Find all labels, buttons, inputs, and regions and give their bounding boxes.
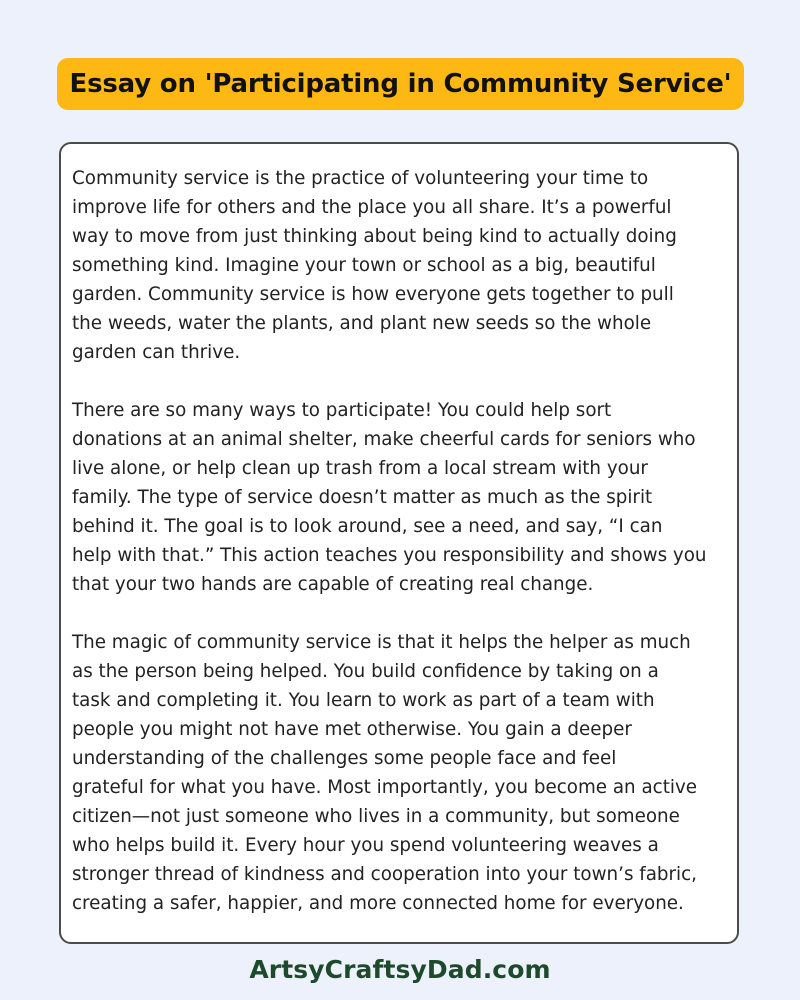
title-banner [57, 58, 744, 110]
paragraph-line: donations at an animal shelter, make cheerful cards for seniors who [72, 429, 696, 450]
paragraph-line: understanding of the challenges some people face and feel [72, 748, 617, 769]
paragraph-line: the weeds, water the plants, and plant new seeds so the whole [72, 313, 652, 334]
paragraph-line: creating a safer, happier, and more connected home for everyone. [72, 893, 684, 914]
paragraph-line: help with that.” This action teaches you responsibility and shows you [72, 545, 707, 566]
paragraph-line: improve life for others and the place you all share. It’s a powerful [72, 197, 672, 218]
page-title: Essay on 'Participating in Community Service' [69, 69, 732, 99]
paragraph-line: grateful for what you have. Most importantly, you become an active [72, 777, 698, 798]
paragraph-line: family. The type of service doesn’t matter as much as the spirit [72, 487, 653, 508]
paragraph-line: as the person being helped. You build confidence by taking on a [72, 661, 659, 682]
paragraph-line: garden. Community service is how everyone gets together to pull [72, 284, 674, 305]
paragraph-line: Community service is the practice of volunteering your time to [72, 168, 649, 189]
essay-card [59, 142, 739, 944]
paragraph-line: The magic of community service is that it helps the helper as much [72, 632, 691, 653]
paragraph-line: garden can thrive. [72, 342, 241, 363]
paragraph-line: task and completing it. You learn to work as part of a team with [72, 690, 655, 711]
paragraph-line: behind it. The goal is to look around, see a need, and say, “I can [72, 516, 663, 537]
essay-body [72, 164, 732, 947]
paragraph-line: that your two hands are capable of creating real change. [72, 574, 594, 595]
paragraph-line: There are so many ways to participate! You could help sort [72, 400, 612, 421]
paragraph-line: something kind. Imagine your town or school as a big, beautiful [72, 255, 656, 276]
paragraph-2 [72, 396, 732, 599]
paragraph-line: who helps build it. Every hour you spend volunteering weaves a [72, 835, 659, 856]
paragraph-3 [72, 628, 732, 918]
site-footer-url: ArtsyCraftsyDad.com [249, 955, 551, 984]
paragraph-line: stronger thread of kindness and cooperation into your town’s fabric, [72, 864, 697, 885]
paragraph-1 [72, 164, 732, 367]
paragraph-line: citizen—not just someone who lives in a community, but someone [72, 806, 680, 827]
paragraph-line: live alone, or help clean up trash from a local stream with your [72, 458, 648, 479]
paragraph-line: way to move from just thinking about being kind to actually doing [72, 226, 677, 247]
paragraph-line: people you might not have met otherwise. You gain a deeper [72, 719, 632, 740]
